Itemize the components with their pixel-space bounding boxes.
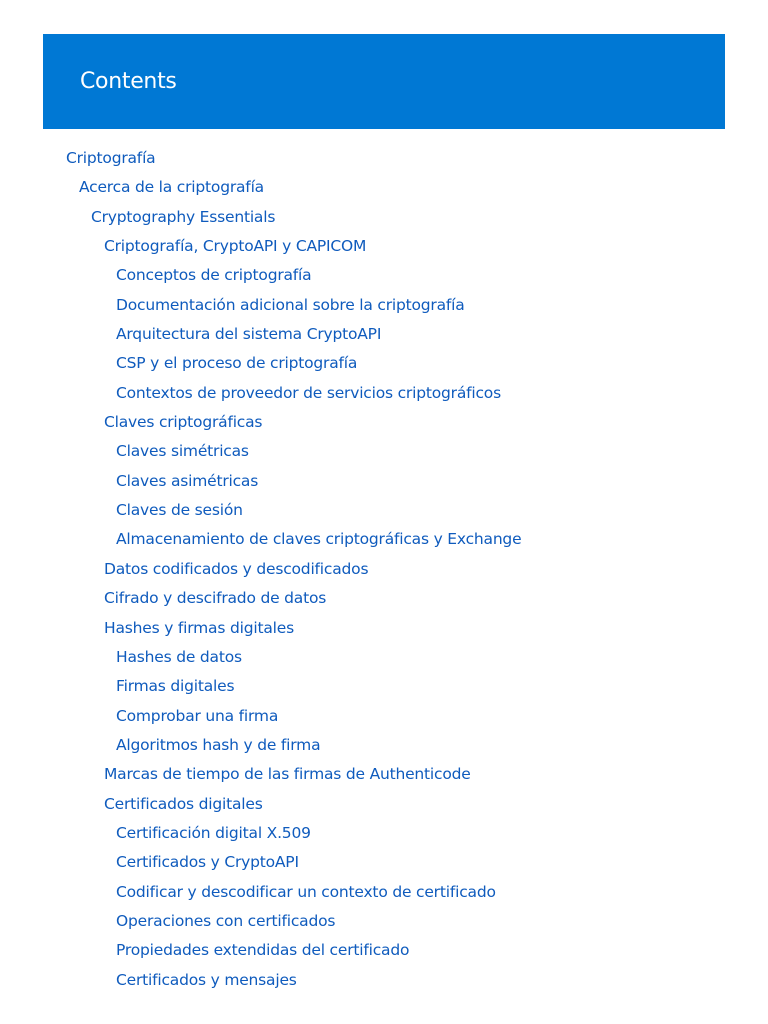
toc-link[interactable]: Claves simétricas xyxy=(116,442,249,461)
toc-link[interactable]: Claves de sesión xyxy=(116,501,243,520)
toc-link[interactable]: Certificados y mensajes xyxy=(116,970,297,989)
toc-link[interactable]: Hashes de datos xyxy=(116,647,242,666)
toc-link[interactable]: Certificación digital X.509 xyxy=(116,823,311,842)
toc-link[interactable]: Arquitectura del sistema CryptoAPI xyxy=(116,325,382,344)
toc-link[interactable]: Cifrado y descifrado de datos xyxy=(104,589,327,608)
toc-link[interactable]: Conceptos de criptografía xyxy=(116,266,312,285)
toc-link[interactable]: Claves criptográficas xyxy=(104,413,263,432)
toc-link[interactable]: Almacenamiento de claves criptográficas y Exchange xyxy=(116,530,522,549)
toc-link[interactable]: Hashes y firmas digitales xyxy=(104,618,294,637)
toc-link[interactable]: Certificados digitales xyxy=(104,794,263,813)
toc-link[interactable]: Criptografía xyxy=(66,149,156,167)
toc-link[interactable]: Codificar y descodificar un contexto de certificado xyxy=(116,882,496,901)
toc-link[interactable]: Datos codificados y descodificados xyxy=(104,559,369,578)
contents-header xyxy=(43,34,725,129)
toc-link[interactable]: Criptografía, CryptoAPI y CAPICOM xyxy=(104,237,367,256)
toc-link[interactable]: Contextos de proveedor de servicios criptográficos xyxy=(116,383,501,402)
toc-link[interactable]: Comprobar una firma xyxy=(116,706,279,725)
toc-link[interactable]: Acerca de la criptografía xyxy=(79,178,264,197)
toc-link[interactable]: Claves asimétricas xyxy=(116,471,259,490)
toc-link[interactable]: Cryptography Essentials xyxy=(91,207,276,226)
page-title: Contents xyxy=(80,69,177,94)
toc-link[interactable]: Documentación adicional sobre la criptografía xyxy=(116,295,465,314)
toc-link[interactable]: Firmas digitales xyxy=(116,677,235,696)
toc-link[interactable]: Marcas de tiempo de las firmas de Authenticode xyxy=(104,765,471,784)
toc-link[interactable]: Propiedades extendidas del certificado xyxy=(116,941,410,960)
toc-link[interactable]: Certificados y CryptoAPI xyxy=(116,853,299,872)
toc-link[interactable]: Operaciones con certificados xyxy=(116,911,336,930)
table-of-contents xyxy=(0,144,768,995)
toc-link[interactable]: CSP y el proceso de criptografía xyxy=(116,354,358,373)
toc-link[interactable]: Algoritmos hash y de firma xyxy=(116,735,321,754)
